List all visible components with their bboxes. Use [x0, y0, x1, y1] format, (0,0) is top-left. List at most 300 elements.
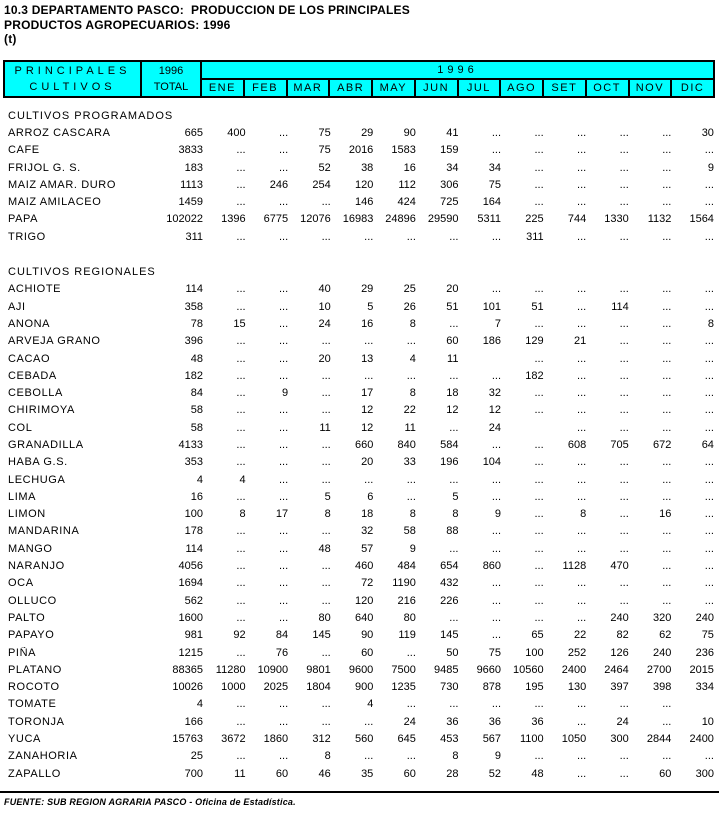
month-value-cell: ...: [278, 438, 289, 451]
month-value-cell: 9: [494, 508, 502, 521]
month-value-cell: 8: [324, 508, 331, 521]
month-value-cell: ...: [321, 715, 331, 728]
month-value-cell: ...: [662, 490, 672, 503]
month-value-cell: ...: [619, 767, 629, 780]
total-value-cell: 4: [196, 698, 203, 711]
month-value-cell: ...: [364, 230, 374, 243]
month-value-cell: ...: [449, 421, 459, 434]
total-value-cell: 182: [184, 369, 203, 382]
month-value-cell: 25: [403, 283, 416, 296]
month-value-cell: 24: [403, 715, 416, 728]
month-value-cell: ...: [534, 594, 544, 607]
total-value-cell: 114: [185, 542, 203, 555]
month-value-cell: ...: [704, 490, 714, 503]
month-value-cell: ...: [534, 352, 544, 365]
total-value-cell: 100: [184, 508, 203, 521]
month-value-cell: ...: [491, 490, 502, 503]
month-value-cell: 64: [701, 438, 714, 451]
month-value-cell: 470: [610, 560, 629, 573]
month-value-cell: ...: [704, 473, 714, 486]
month-value-cell: 9: [707, 161, 714, 174]
month-value-cell: 240: [653, 646, 672, 659]
month-value-cell: ...: [236, 490, 246, 503]
month-value-cell: ...: [704, 404, 714, 417]
month-value-cell: ...: [534, 161, 544, 174]
month-value-cell: 57: [361, 542, 374, 555]
month-header-cell: MAY: [371, 80, 414, 96]
month-value-cell: ...: [491, 369, 502, 382]
crop-name-cell: ZAPALLO: [8, 767, 61, 780]
month-value-cell: ...: [449, 698, 459, 711]
month-value-cell: 300: [695, 767, 714, 780]
month-value-cell: ...: [278, 577, 289, 590]
month-header-cell: AGO: [499, 80, 542, 96]
crop-name-cell: PIÑA: [8, 646, 37, 659]
month-value-cell: 120: [354, 594, 374, 607]
month-value-cell: ...: [534, 611, 544, 624]
table-row: [3, 627, 715, 644]
month-value-cell: ...: [577, 577, 587, 590]
month-value-cell: 51: [531, 300, 544, 313]
month-value-cell: 3672: [221, 733, 246, 746]
month-value-cell: ...: [278, 473, 289, 486]
month-value-cell: ...: [406, 646, 416, 659]
month-value-cell: ...: [662, 715, 672, 728]
month-value-cell: ...: [491, 525, 502, 538]
month-header-cell: SET: [542, 80, 585, 96]
month-value-cell: 22: [573, 629, 587, 642]
total-value-cell: 311: [185, 230, 203, 243]
month-value-cell: ...: [619, 508, 629, 521]
month-value-cell: ...: [662, 698, 672, 711]
crop-name-cell: CEBADA: [8, 369, 57, 382]
month-value-cell: ...: [364, 473, 374, 486]
month-value-cell: ...: [662, 473, 672, 486]
month-value-cell: ...: [704, 560, 714, 573]
month-value-cell: 72: [361, 577, 374, 590]
table-row: [3, 350, 715, 367]
month-value-cell: ...: [662, 300, 672, 313]
month-value-cell: ...: [534, 525, 544, 538]
month-value-cell: 730: [440, 681, 459, 694]
month-value-cell: 9: [282, 387, 289, 400]
month-value-cell: 22: [403, 404, 416, 417]
month-value-cell: 11280: [215, 663, 246, 676]
table-row: [3, 419, 715, 436]
month-value-cell: 8: [409, 387, 416, 400]
table-row: [3, 454, 715, 471]
month-value-cell: 60: [361, 646, 374, 659]
month-value-cell: 4: [367, 698, 374, 711]
month-value-cell: ...: [491, 438, 502, 451]
month-value-cell: ...: [406, 490, 416, 503]
month-value-cell: ...: [236, 404, 246, 417]
month-value-cell: ...: [491, 577, 502, 590]
month-value-cell: ...: [704, 525, 714, 538]
section-label: CULTIVOS REGIONALES: [8, 266, 156, 279]
month-value-cell: 18: [446, 387, 459, 400]
month-value-cell: 58: [403, 525, 416, 538]
month-value-cell: 8: [239, 508, 246, 521]
month-value-cell: 16983: [342, 213, 374, 226]
month-value-cell: 75: [488, 178, 502, 191]
table-row: [3, 592, 715, 609]
month-value-cell: 1132: [647, 213, 672, 226]
crop-name-cell: NARANJO: [8, 560, 65, 573]
month-value-cell: 75: [318, 144, 331, 157]
crop-name-cell: TORONJA: [8, 715, 65, 728]
table-row: [3, 436, 715, 453]
months-header-block: [202, 62, 713, 96]
table-row: [3, 506, 715, 523]
month-value-cell: 40: [318, 283, 331, 296]
month-value-cell: ...: [704, 178, 714, 191]
month-value-cell: 9: [494, 750, 502, 763]
crop-name-cell: PALTO: [8, 611, 46, 624]
crop-name-cell: PAPA: [8, 213, 39, 226]
month-value-cell: 6775: [263, 213, 289, 226]
month-value-cell: ...: [321, 387, 331, 400]
month-value-cell: ...: [406, 750, 416, 763]
month-value-cell: 320: [653, 611, 672, 624]
month-value-cell: 400: [227, 126, 246, 139]
month-value-cell: ...: [577, 750, 587, 763]
total-value-cell: 183: [184, 161, 203, 174]
month-value-cell: 398: [653, 681, 672, 694]
month-value-cell: ...: [577, 715, 587, 728]
month-value-cell: ...: [662, 560, 672, 573]
month-value-cell: 300: [610, 733, 629, 746]
month-value-cell: 4: [409, 352, 416, 365]
month-value-cell: ...: [534, 542, 544, 555]
month-value-cell: 10900: [257, 663, 289, 676]
month-value-cell: ...: [321, 646, 331, 659]
month-value-cell: 254: [312, 178, 331, 191]
month-value-cell: 24896: [385, 213, 416, 226]
month-value-cell: ...: [278, 456, 289, 469]
crops-column-header: [5, 62, 142, 96]
table-row: [3, 557, 715, 574]
month-value-cell: 860: [482, 560, 502, 573]
month-value-cell: 34: [488, 161, 502, 174]
month-value-cell: ...: [236, 594, 246, 607]
month-value-cell: 29: [361, 126, 374, 139]
month-value-cell: 186: [482, 335, 502, 348]
month-value-cell: ...: [278, 421, 289, 434]
month-value-cell: ...: [619, 698, 629, 711]
month-value-cell: ...: [619, 144, 629, 157]
month-value-cell: ...: [278, 525, 289, 538]
total-value-cell: 102022: [166, 213, 203, 226]
crop-name-cell: ARVEJA GRANO: [8, 335, 101, 348]
month-value-cell: ...: [534, 560, 544, 573]
crop-name-cell: LIMON: [8, 508, 46, 521]
month-value-cell: ...: [619, 369, 629, 382]
month-value-cell: 4: [239, 473, 246, 486]
month-value-cell: ...: [704, 456, 714, 469]
month-value-cell: ...: [619, 594, 629, 607]
month-value-cell: 2025: [263, 681, 289, 694]
total-value-cell: 25: [190, 750, 203, 763]
table-row: [3, 713, 715, 730]
table-row: [3, 730, 715, 747]
month-value-cell: ...: [491, 698, 502, 711]
month-value-cell: 76: [275, 646, 289, 659]
month-value-cell: ...: [321, 404, 331, 417]
month-value-cell: 1330: [604, 213, 629, 226]
month-value-cell: ...: [619, 317, 629, 330]
month-value-cell: 660: [354, 438, 374, 451]
total-value-cell: 665: [184, 126, 203, 139]
month-value-cell: ...: [321, 525, 331, 538]
month-value-cell: 8: [409, 508, 416, 521]
month-value-cell: ...: [236, 715, 246, 728]
total-value-cell: 358: [184, 300, 203, 313]
month-value-cell: 9660: [476, 663, 502, 676]
month-value-cell: ...: [577, 421, 587, 434]
section-label-row: [3, 107, 715, 124]
month-value-cell: ...: [278, 490, 289, 503]
month-value-cell: ...: [278, 161, 289, 174]
month-value-cell: 1100: [519, 733, 544, 746]
month-value-cell: ...: [236, 525, 246, 538]
month-value-cell: ...: [364, 335, 374, 348]
month-value-cell: ...: [321, 438, 331, 451]
month-value-cell: 8: [707, 317, 714, 330]
table-row: [3, 523, 715, 540]
month-value-cell: 16: [361, 317, 374, 330]
month-value-cell: ...: [534, 178, 544, 191]
crop-name-cell: PAPAYO: [8, 629, 55, 642]
page-title: [4, 3, 410, 47]
month-value-cell: 1804: [306, 681, 331, 694]
crop-name-cell: AJI: [8, 300, 26, 313]
total-value-cell: 1113: [180, 178, 203, 191]
month-value-cell: 60: [659, 767, 672, 780]
total-value-cell: 700: [184, 767, 203, 780]
month-header-cell: DIC: [670, 80, 713, 96]
total-value-cell: 16: [190, 490, 203, 503]
month-value-cell: ...: [619, 542, 629, 555]
month-value-cell: ...: [662, 178, 672, 191]
month-value-cell: ...: [662, 542, 672, 555]
month-value-cell: 52: [318, 161, 331, 174]
month-value-cell: ...: [704, 230, 714, 243]
month-value-cell: ...: [577, 525, 587, 538]
table-row: [3, 488, 715, 505]
month-value-cell: 2844: [646, 733, 672, 746]
month-value-cell: ...: [449, 369, 459, 382]
crop-name-cell: YUCA: [8, 733, 41, 746]
month-value-cell: ...: [236, 611, 246, 624]
month-value-cell: ...: [278, 750, 289, 763]
footer-divider: [0, 791, 719, 793]
month-header-cell: ABR: [328, 80, 371, 96]
table-row: [3, 384, 715, 401]
month-value-cell: 65: [531, 629, 544, 642]
month-value-cell: ...: [662, 335, 672, 348]
month-value-cell: ...: [704, 577, 714, 590]
month-value-cell: 80: [318, 611, 331, 624]
month-value-cell: ...: [577, 230, 587, 243]
month-value-cell: 21: [573, 335, 587, 348]
month-value-cell: ...: [662, 387, 672, 400]
crop-name-cell: LIMA: [8, 490, 37, 503]
crop-name-cell: CHIRIMOYA: [8, 404, 75, 417]
unit-label: (t): [4, 32, 17, 46]
month-value-cell: ...: [662, 144, 672, 157]
month-value-cell: 90: [361, 629, 374, 642]
month-value-cell: ...: [236, 456, 246, 469]
month-value-cell: ...: [491, 283, 502, 296]
month-value-cell: 29590: [427, 213, 459, 226]
crop-name-cell: TOMATE: [8, 698, 57, 711]
month-value-cell: ...: [577, 473, 587, 486]
month-value-cell: ...: [406, 230, 416, 243]
month-header-cell: JUL: [457, 80, 500, 96]
month-value-cell: ...: [236, 421, 246, 434]
month-value-cell: 75: [701, 629, 714, 642]
table-row: [3, 748, 715, 765]
month-value-cell: ...: [278, 230, 289, 243]
crop-name-cell: FRIJOL G. S.: [8, 161, 81, 174]
crop-name-cell: ARROZ CASCARA: [8, 126, 111, 139]
month-value-cell: ...: [534, 404, 544, 417]
month-value-cell: 10: [318, 300, 331, 313]
month-value-cell: ...: [534, 577, 544, 590]
total-value-cell: 166: [184, 715, 203, 728]
month-value-cell: ...: [662, 369, 672, 382]
total-value-cell: 3833: [178, 144, 203, 157]
month-value-cell: 146: [354, 196, 374, 209]
month-value-cell: 36: [446, 715, 459, 728]
month-value-cell: ...: [491, 542, 502, 555]
crop-name-cell: COL: [8, 421, 33, 434]
month-value-cell: 12076: [300, 213, 331, 226]
month-value-cell: 100: [525, 646, 544, 659]
month-value-cell: 1860: [263, 733, 289, 746]
month-value-cell: 10: [701, 715, 714, 728]
month-value-cell: ...: [619, 404, 629, 417]
month-value-cell: 9600: [348, 663, 374, 676]
table-header: [3, 60, 715, 98]
month-value-cell: 75: [318, 126, 331, 139]
month-value-cell: ...: [662, 594, 672, 607]
month-value-cell: ...: [704, 196, 714, 209]
month-value-cell: ...: [236, 750, 246, 763]
month-value-cell: 48: [318, 542, 331, 555]
page-title-line1: 10.3 DEPARTAMENTO PASCO: PRODUCCION DE LOS PRINCIPALES: [4, 3, 410, 17]
total-value-cell: 58: [190, 421, 203, 434]
month-value-cell: 5: [324, 490, 331, 503]
table-row: [3, 540, 715, 557]
month-value-cell: 60: [403, 767, 416, 780]
month-value-cell: 12: [361, 421, 374, 434]
month-value-cell: ...: [534, 317, 544, 330]
month-value-cell: ...: [278, 369, 289, 382]
month-value-cell: 397: [610, 681, 629, 694]
month-value-cell: 878: [482, 681, 502, 694]
month-value-cell: 584: [440, 438, 459, 451]
month-value-cell: 312: [312, 733, 331, 746]
month-value-cell: 24: [616, 715, 629, 728]
month-value-cell: ...: [577, 283, 587, 296]
year-span-header: 1996: [202, 62, 713, 80]
month-value-cell: 60: [446, 335, 459, 348]
month-value-cell: 33: [403, 456, 416, 469]
month-value-cell: 12: [488, 404, 502, 417]
month-value-cell: ...: [236, 335, 246, 348]
month-header-cell: JUN: [414, 80, 457, 96]
table-row: [3, 193, 715, 210]
total-value-cell: 1215: [178, 646, 203, 659]
month-value-cell: 20: [446, 283, 459, 296]
month-value-cell: 7: [494, 317, 502, 330]
crop-name-cell: CEBOLLA: [8, 387, 63, 400]
month-value-cell: ...: [577, 317, 587, 330]
total-value-cell: 178: [184, 525, 203, 538]
month-value-cell: ...: [662, 577, 672, 590]
month-value-cell: 75: [488, 646, 502, 659]
month-value-cell: 16: [403, 161, 416, 174]
month-value-cell: 10560: [513, 663, 544, 676]
month-value-cell: ...: [577, 300, 587, 313]
page-title-line2: PRODUCTOS AGROPECUARIOS: 1996: [4, 17, 231, 32]
total-value-cell: 562: [184, 594, 203, 607]
month-value-cell: ...: [662, 317, 672, 330]
total-value-cell: 10026: [172, 681, 203, 694]
month-value-cell: ...: [449, 542, 459, 555]
month-value-cell: ...: [534, 283, 544, 296]
month-value-cell: 567: [482, 733, 502, 746]
total-value-cell: 353: [184, 456, 203, 469]
month-value-cell: 26: [403, 300, 416, 313]
month-value-cell: 24: [488, 421, 502, 434]
month-value-cell: 145: [440, 629, 459, 642]
month-value-cell: 159: [440, 144, 459, 157]
total-header-line2: TOTAL: [153, 81, 189, 93]
month-value-cell: ...: [491, 594, 502, 607]
month-value-cell: ...: [619, 490, 629, 503]
month-value-cell: ...: [491, 126, 502, 139]
month-value-cell: 2400: [561, 663, 587, 676]
month-value-cell: ...: [662, 161, 672, 174]
month-value-cell: ...: [662, 126, 672, 139]
month-value-cell: ...: [278, 611, 289, 624]
month-value-cell: ...: [236, 230, 246, 243]
month-value-cell: 236: [695, 646, 714, 659]
month-value-cell: 145: [312, 629, 331, 642]
month-value-cell: ...: [619, 525, 629, 538]
table-row: [3, 367, 715, 384]
table-row: [3, 228, 715, 245]
month-value-cell: 2464: [604, 663, 629, 676]
month-value-cell: ...: [577, 387, 587, 400]
month-value-cell: ...: [662, 456, 672, 469]
crop-name-cell: ANONA: [8, 317, 51, 330]
month-value-cell: 38: [361, 161, 374, 174]
month-value-cell: ...: [491, 611, 502, 624]
month-value-cell: ...: [662, 230, 672, 243]
month-value-cell: ...: [577, 767, 587, 780]
month-value-cell: ...: [577, 542, 587, 555]
table-row: [3, 142, 715, 159]
month-value-cell: 7500: [391, 663, 416, 676]
month-value-cell: ...: [534, 750, 544, 763]
month-value-cell: ...: [619, 577, 629, 590]
month-value-cell: ...: [364, 750, 374, 763]
month-header-row: [202, 80, 713, 96]
